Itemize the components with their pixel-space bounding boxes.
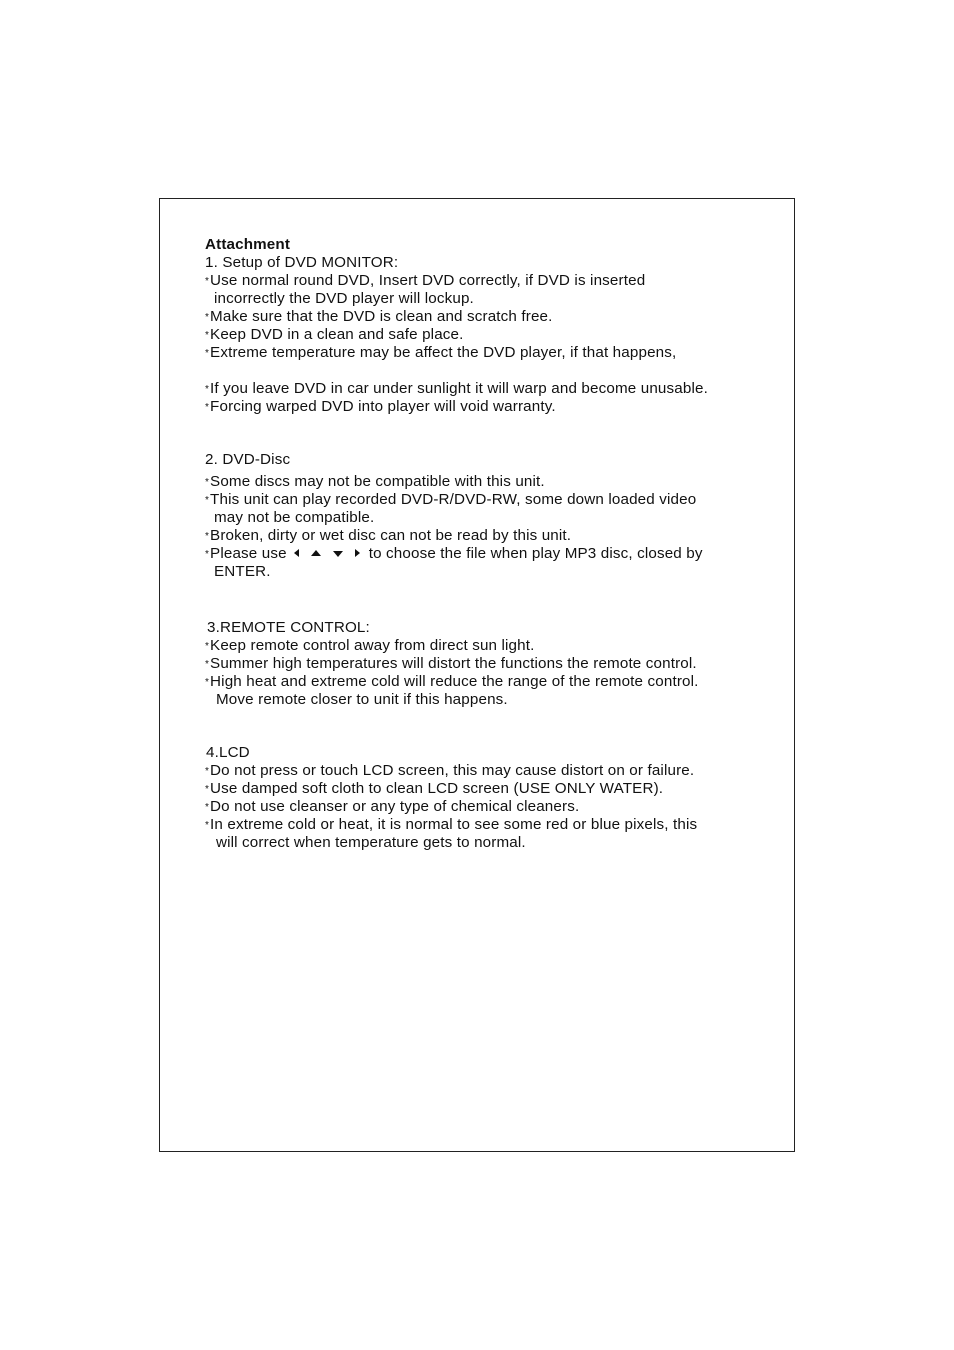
bullet-star-icon: * (205, 677, 210, 688)
bullet-star-icon: * (205, 312, 210, 323)
section3-item: *Keep remote control away from direct sun light. (205, 637, 535, 654)
bullet-star-icon: * (205, 348, 210, 359)
bullet-star-icon: * (205, 659, 210, 670)
section4-heading: 4.LCD (206, 744, 250, 761)
section2-item: *Please use to choose the file when play MP3 disc, closed by (205, 545, 703, 562)
section2-item: *Broken, dirty or wet disc can not be read by this unit. (205, 527, 572, 544)
section3-item-continued: Move remote closer to unit if this happens. (216, 691, 508, 708)
arrow-down-icon (333, 551, 343, 557)
section2-item: *This unit can play recorded DVD-R/DVD-RW, some down loaded video (205, 491, 697, 508)
section4-item-continued: will correct when temperature gets to normal. (216, 834, 526, 851)
section4-item: *In extreme cold or heat, it is normal to see some red or blue pixels, this (205, 816, 698, 833)
bullet-star-icon: * (205, 802, 210, 813)
bullet-star-icon: * (205, 820, 210, 831)
section1-item: *Use normal round DVD, Insert DVD correctly, if DVD is inserted (205, 272, 646, 289)
bullet-star-icon: * (205, 276, 210, 287)
bullet-star-icon: * (205, 784, 210, 795)
arrow-right-icon (355, 549, 360, 557)
bullet-star-icon: * (205, 549, 210, 560)
section4-item: *Do not use cleanser or any type of chemical cleaners. (205, 798, 580, 815)
bullet-star-icon: * (205, 330, 210, 341)
bullet-star-icon: * (205, 384, 210, 395)
bullet-star-icon: * (205, 495, 210, 506)
bullet-star-icon: * (205, 766, 210, 777)
arrow-left-icon (294, 549, 299, 557)
section2-item-continued: ENTER. (214, 563, 271, 580)
section4-item: *Use damped soft cloth to clean LCD screen (USE ONLY WATER). (205, 780, 664, 797)
page-title: Attachment (205, 236, 291, 253)
section3-item: *Summer high temperatures will distort the functions the remote control. (205, 655, 697, 672)
section1-item: *Extreme temperature may be affect the DVD player, if that happens, (205, 344, 677, 361)
section3-heading: 3.REMOTE CONTROL: (207, 619, 370, 636)
bullet-star-icon: * (205, 402, 210, 413)
section1-item-continued: incorrectly the DVD player will lockup. (214, 290, 474, 307)
section1-heading: 1. Setup of DVD MONITOR: (205, 254, 399, 271)
section2-heading: 2. DVD-Disc (205, 451, 291, 468)
bullet-star-icon: * (205, 531, 210, 542)
section1-item: *If you leave DVD in car under sunlight it will warp and become unusable. (205, 380, 708, 397)
section3-item: *High heat and extreme cold will reduce the range of the remote control. (205, 673, 699, 690)
arrow-up-icon (311, 550, 321, 556)
section1-item: *Make sure that the DVD is clean and scratch free. (205, 308, 553, 325)
bullet-star-icon: * (205, 477, 210, 488)
section1-item: *Keep DVD in a clean and safe place. (205, 326, 464, 343)
section2-item-continued: may not be compatible. (214, 509, 375, 526)
section4-item: *Do not press or touch LCD screen, this may cause distort on or failure. (205, 762, 695, 779)
bullet-star-icon: * (205, 641, 210, 652)
section1-item: *Forcing warped DVD into player will void warranty. (205, 398, 556, 415)
section2-item: *Some discs may not be compatible with this unit. (205, 473, 545, 490)
